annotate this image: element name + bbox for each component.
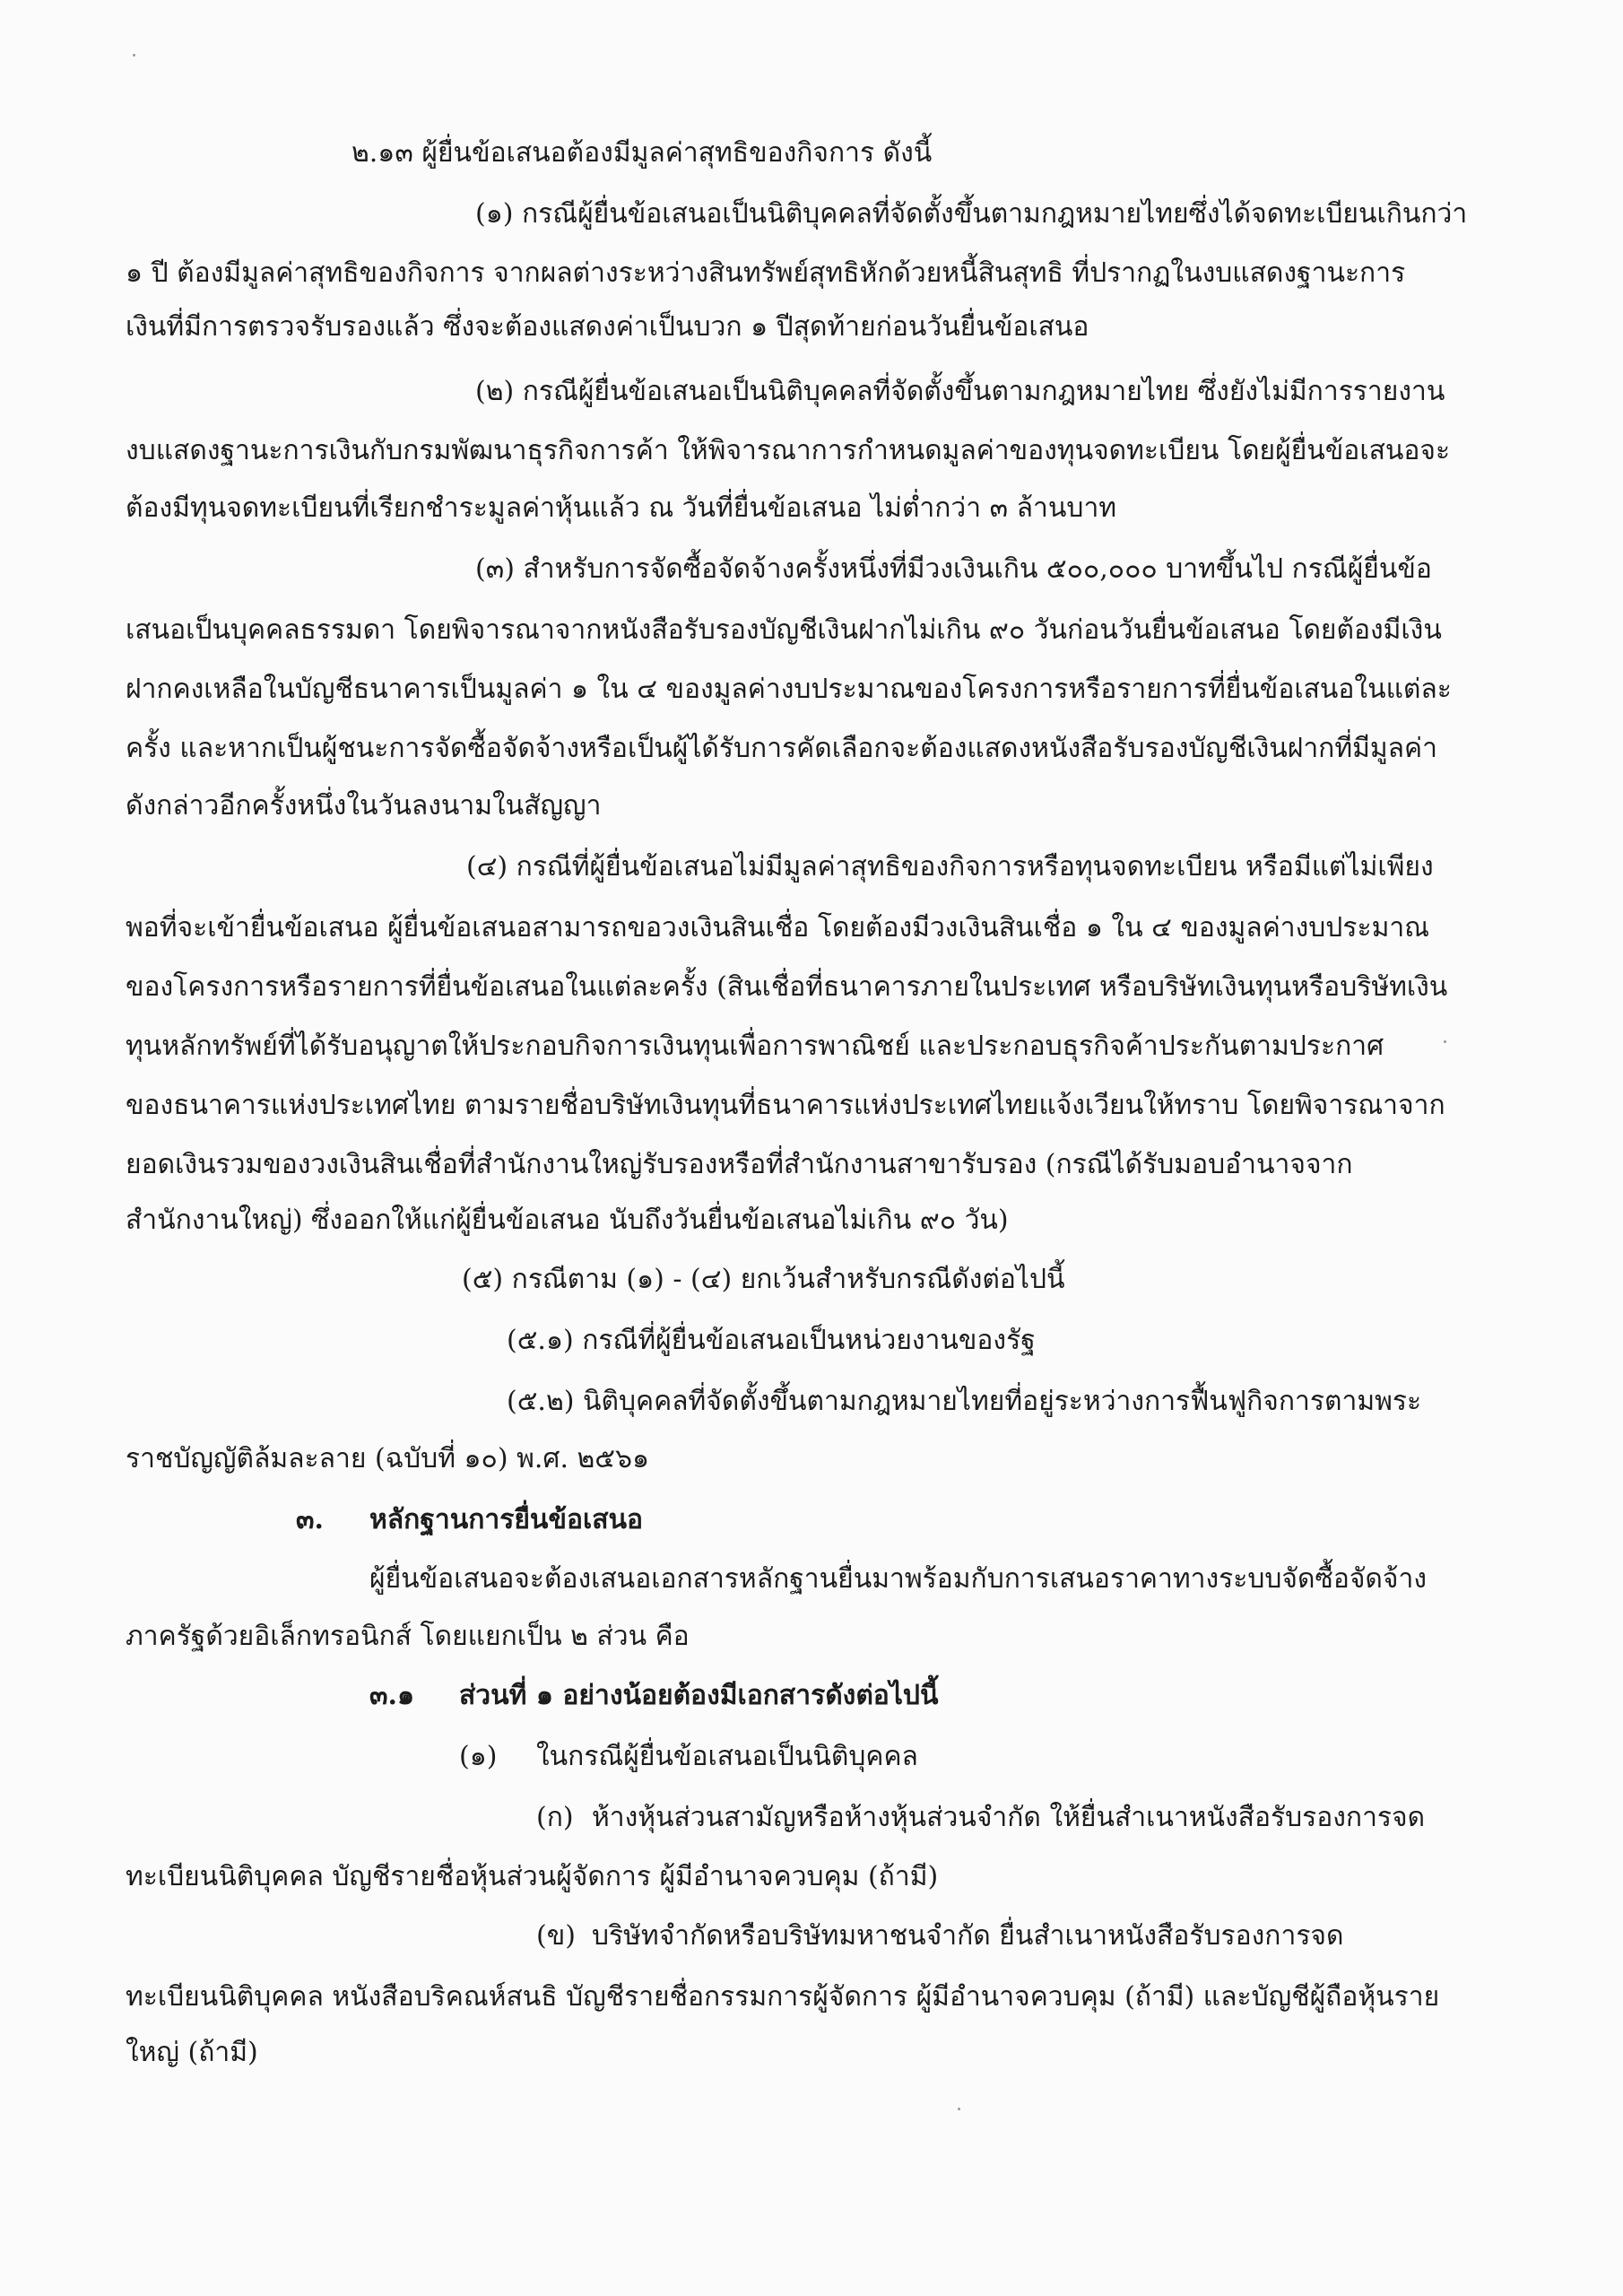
scan-speck (133, 54, 135, 57)
clause-2-13-heading: ๒.๑๓ ผู้ยื่นข้อเสนอต้องมีมูลค่าสุทธิของกิจการ ดังนี้ (352, 137, 933, 169)
clause-1-line-1: (๑) กรณีผู้ยื่นข้อเสนอเป็นนิติบุคคลที่จัดตั้งขึ้นตามกฎหมายไทยซึ่งได้จดทะเบียนเกินกว่า (475, 198, 1468, 230)
clause-2-line-2: งบแสดงฐานะการเงินกับกรมพัฒนาธุรกิจการค้า ให้พิจารณาการกำหนดมูลค่าของทุนจดทะเบียน โดยผู้ยื่นข้อเสนอจะ (126, 435, 1451, 466)
clause-5-1: (๕.๑) กรณีที่ผู้ยื่นข้อเสนอเป็นหน่วยงานของรัฐ (507, 1325, 1036, 1356)
item-b-line-1: บริษัทจำกัดหรือบริษัทมหาชนจำกัด ยื่นสำเนาหนังสือรับรองการจด (592, 1920, 1344, 1952)
item-a-line-1: ห้างหุ้นส่วนสามัญหรือห้างหุ้นส่วนจำกัด ให้ยื่นสำเนาหนังสือรับรองการจด (592, 1802, 1426, 1833)
clause-2-line-1: (๒) กรณีผู้ยื่นข้อเสนอเป็นนิติบุคคลที่จัดตั้งขึ้นตามกฎหมายไทย ซึ่งยังไม่มีการรายงาน (475, 376, 1445, 407)
clause-5-heading: (๕) กรณีตาม (๑) - (๔) ยกเว้นสำหรับกรณีดังต่อไปนี้ (462, 1264, 1065, 1295)
clause-4-line-4: ทุนหลักทรัพย์ที่ได้รับอนุญาตให้ประกอบกิจการเงินทุนเพื่อการพาณิชย์ และประกอบธุรกิจค้าประกันตามประกาศ (126, 1031, 1384, 1062)
clause-4-line-2: พอที่จะเข้ายื่นข้อเสนอ ผู้ยื่นข้อเสนอสามารถขอวงเงินสินเชื่อ โดยต้องมีวงเงินสินเชื่อ ๑ ใน ๔ ของมูลค่างบประมาณ (126, 912, 1430, 944)
clause-4-line-7: สำนักงานใหญ่) ซึ่งออกให้แก่ผู้ยื่นข้อเสนอ นับถึงวันยื่นข้อเสนอไม่เกิน ๙๐ วัน) (126, 1205, 1009, 1236)
section-3-number: ๓. (296, 1504, 324, 1535)
section-3-title: หลักฐานการยื่นข้อเสนอ (369, 1504, 644, 1535)
clause-5-2-line-1: (๕.๒) นิติบุคคลที่จัดตั้งขึ้นตามกฎหมายไทยที่อยู่ระหว่างการฟื้นฟูกิจการตามพระ (507, 1386, 1422, 1417)
clause-1-line-2: ๑ ปี ต้องมีมูลค่าสุทธิของกิจการ จากผลต่างระหว่างสินทรัพย์สุทธิหักด้วยหนี้สินสุทธิ ที่ปรากฏในงบแสดงฐานะการ (126, 257, 1406, 289)
clause-3-line-1: (๓) สำหรับการจัดซื้อจัดจ้างครั้งหนึ่งที่มีวงเงินเกิน ๕๐๐,๐๐๐ บาทขึ้นไป กรณีผู้ยื่นข้อ (475, 553, 1432, 585)
clause-4-line-6: ยอดเงินรวมของวงเงินสินเชื่อที่สำนักงานใหญ่รับรองหรือที่สำนักงานสาขารับรอง (กรณีได้รับมอบอำนาจจาก (126, 1149, 1353, 1180)
clause-3-line-2: เสนอเป็นบุคคลธรรมดา โดยพิจารณาจากหนังสือรับรองบัญชีเงินฝากไม่เกิน ๙๐ วันก่อนวันยื่นข้อเสนอ โดยต้องมีเงิน (126, 614, 1442, 646)
item-a-letter: (ก) (536, 1802, 574, 1833)
clause-3-line-5: ดังกล่าวอีกครั้งหนึ่งในวันลงนามในสัญญา (126, 790, 602, 822)
clause-3-line-3: ฝากคงเหลือในบัญชีธนาคารเป็นมูลค่า ๑ ใน ๔ ของมูลค่างบประมาณของโครงการหรือรายการที่ยื่นข้อเสนอในแต่ละ (126, 674, 1452, 705)
item-1-text: ในกรณีผู้ยื่นข้อเสนอเป็นนิติบุคคล (536, 1741, 918, 1772)
item-a-line-2: ทะเบียนนิติบุคคล บัญชีรายชื่อหุ้นส่วนผู้จัดการ ผู้มีอำนาจควบคุม (ถ้ามี) (126, 1861, 939, 1892)
clause-1-line-3: เงินที่มีการตรวจรับรองแล้ว ซึ่งจะต้องแสดงค่าเป็นบวก ๑ ปีสุดท้ายก่อนวันยื่นข้อเสนอ (126, 311, 1089, 343)
item-b-line-2: ทะเบียนนิติบุคคล หนังสือบริคณห์สนธิ บัญชีรายชื่อกรรมการผู้จัดการ ผู้มีอำนาจควบคุม (ถ้ามี) และบัญชีผู้ถือหุ้นราย (126, 1981, 1440, 2013)
item-1-number: (๑) (459, 1741, 498, 1772)
scan-speck (958, 2108, 960, 2110)
clause-3-line-4: ครั้ง และหากเป็นผู้ชนะการจัดซื้อจัดจ้างหรือเป็นผู้ได้รับการคัดเลือกจะต้องแสดงหนังสือรับรองบัญชีเงินฝากที่มีมูลค่า (126, 733, 1437, 764)
section-3-1-number: ๓.๑ (369, 1680, 414, 1711)
scan-speck (1444, 1040, 1446, 1043)
clause-2-line-3: ต้องมีทุนจดทะเบียนที่เรียกชำระมูลค่าหุ้นแล้ว ณ วันที่ยื่นข้อเสนอ ไม่ต่ำกว่า ๓ ล้านบาท (126, 492, 1117, 524)
clause-4-line-3: ของโครงการหรือรายการที่ยื่นข้อเสนอในแต่ละครั้ง (สินเชื่อที่ธนาคารภายในประเทศ หรือบริษัทเงินทุนหรือบริษัทเงิน (126, 971, 1448, 1003)
section-3-text-line-2: ภาครัฐด้วยอิเล็กทรอนิกส์ โดยแยกเป็น ๒ ส่วน คือ (126, 1621, 690, 1652)
clause-4-line-5: ของธนาคารแห่งประเทศไทย ตามรายชื่อบริษัทเงินทุนที่ธนาคารแห่งประเทศไทยแจ้งเวียนให้ทราบ โดยพิจารณาจาก (126, 1090, 1445, 1121)
section-3-text-line-1: ผู้ยื่นข้อเสนอจะต้องเสนอเอกสารหลักฐานยื่นมาพร้อมกับการเสนอราคาทางระบบจัดซื้อจัดจ้าง (369, 1563, 1427, 1595)
clause-4-line-1: (๔) กรณีที่ผู้ยื่นข้อเสนอไม่มีมูลค่าสุทธิของกิจการหรือทุนจดทะเบียน หรือมีแต่ไม่เพียง (466, 851, 1434, 883)
item-b-line-3: ใหญ่ (ถ้ามี) (126, 2037, 258, 2068)
clause-5-2-line-2: ราชบัญญัติล้มละลาย (ฉบับที่ ๑๐) พ.ศ. ๒๕๖๑ (126, 1443, 650, 1474)
section-3-1-title: ส่วนที่ ๑ อย่างน้อยต้องมีเอกสารดังต่อไปนี้ (459, 1680, 939, 1711)
item-b-letter: (ข) (536, 1920, 576, 1952)
